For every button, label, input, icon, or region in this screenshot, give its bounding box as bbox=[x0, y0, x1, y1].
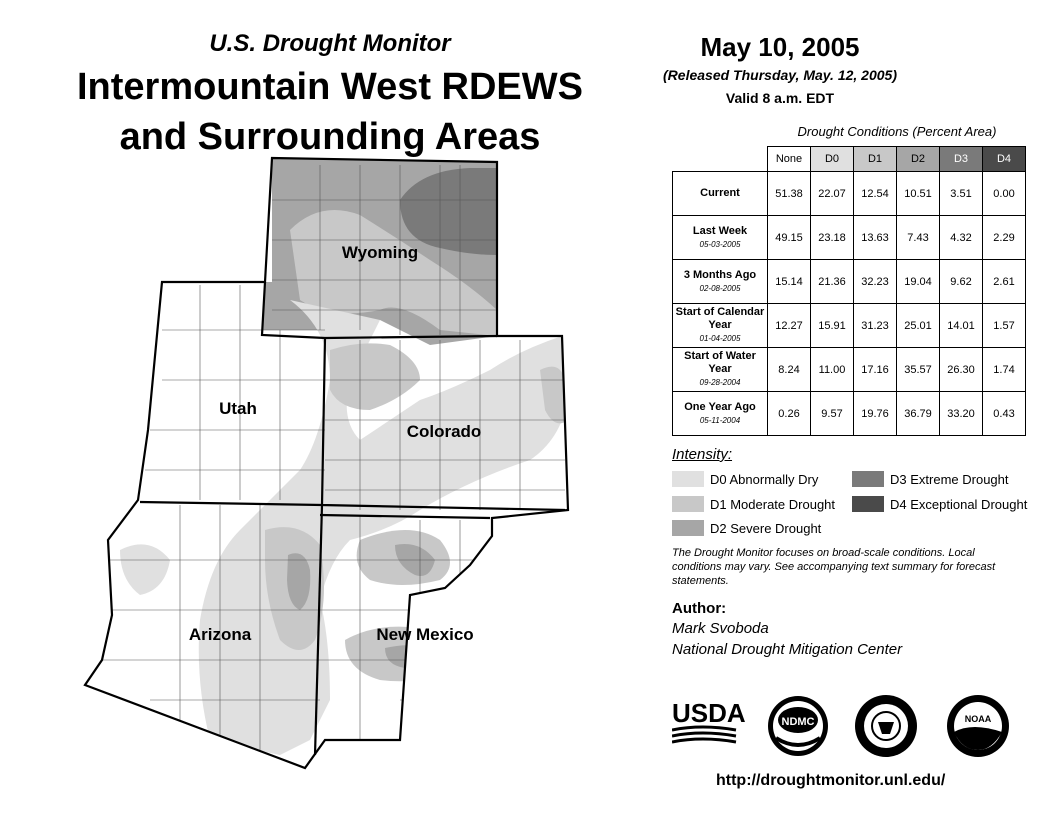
row-label-date: 05-03-2005 bbox=[699, 239, 741, 249]
disclaimer-note: The Drought Monitor focuses on broad-scale conditions. Local conditions may vary. See accompanying text summary for forecast statements. bbox=[672, 547, 996, 587]
column-header-d2: D2 bbox=[897, 147, 940, 172]
table-cell: 22.07 bbox=[811, 172, 854, 216]
drought-conditions-table bbox=[672, 146, 1026, 436]
table-row bbox=[673, 172, 1026, 216]
legend-item-d0 bbox=[672, 471, 818, 487]
table-row bbox=[673, 260, 1026, 304]
state-label-new-mexico: New Mexico bbox=[376, 625, 474, 644]
table-cell: 51.38 bbox=[768, 172, 811, 216]
legend-item-d4 bbox=[852, 496, 1027, 512]
column-header-d0: D0 bbox=[811, 147, 854, 172]
table-cell: 23.18 bbox=[811, 216, 854, 260]
table-cell: 15.14 bbox=[768, 260, 811, 304]
drought-map bbox=[0, 150, 660, 770]
table-caption: Drought Conditions (Percent Area) bbox=[797, 124, 997, 139]
row-label-date: 05-11-2004 bbox=[699, 415, 741, 425]
column-header-d3: D3 bbox=[940, 147, 983, 172]
noaa-logo bbox=[947, 695, 1009, 757]
table-cell: 10.51 bbox=[897, 172, 940, 216]
table-cell: 12.54 bbox=[854, 172, 897, 216]
table-row bbox=[673, 304, 1026, 348]
row-label-text: 3 Months Ago bbox=[683, 268, 757, 281]
valid-time: Valid 8 a.m. EDT bbox=[725, 90, 835, 106]
table-cell: 0.43 bbox=[983, 392, 1026, 436]
legend-label-d2: D2 Severe Drought bbox=[710, 520, 822, 536]
website-url[interactable]: http://droughtmonitor.unl.edu/ bbox=[716, 772, 946, 789]
table-cell: 31.23 bbox=[854, 304, 897, 348]
row-label-text: Start of Calendar Year bbox=[675, 306, 765, 331]
row-label-date: 02-08-2005 bbox=[699, 283, 741, 293]
table-cell: 12.27 bbox=[768, 304, 811, 348]
legend-item-d3 bbox=[852, 471, 1009, 487]
state-label-wyoming: Wyoming bbox=[341, 243, 419, 262]
table-cell: 2.29 bbox=[983, 216, 1026, 260]
legend-label-d4: D4 Exceptional Drought bbox=[890, 496, 1028, 512]
legend-swatch-d1 bbox=[672, 496, 704, 512]
table-cell: 9.62 bbox=[940, 260, 983, 304]
map-title-line1: Intermountain West RDEWS bbox=[77, 66, 583, 108]
table-cell: 17.16 bbox=[854, 348, 897, 392]
author-name: Mark Svoboda bbox=[672, 620, 769, 637]
row-label-text: Last Week bbox=[692, 224, 748, 237]
legend-heading: Intensity: bbox=[672, 446, 733, 463]
column-header-d1: D1 bbox=[854, 147, 897, 172]
table-row bbox=[673, 392, 1026, 436]
table-cell: 15.91 bbox=[811, 304, 854, 348]
commerce-seal bbox=[855, 695, 917, 757]
legend-label-d1: D1 Moderate Drought bbox=[710, 496, 836, 512]
table-cell: 3.51 bbox=[940, 172, 983, 216]
map-title-line2: and Surrounding Areas bbox=[119, 116, 541, 158]
table-row bbox=[673, 348, 1026, 392]
table-cell: 9.57 bbox=[811, 392, 854, 436]
ndmc-logo bbox=[768, 696, 828, 756]
table-cell: 35.57 bbox=[897, 348, 940, 392]
row-label bbox=[673, 392, 768, 436]
noaa-logo-text: NOAA bbox=[964, 714, 992, 724]
legend-swatch-d4 bbox=[852, 496, 884, 512]
author-organization: National Drought Mitigation Center bbox=[672, 641, 903, 658]
usda-logo-text: USDA bbox=[672, 698, 746, 728]
agency-logos bbox=[672, 692, 1022, 764]
table-cell: 32.23 bbox=[854, 260, 897, 304]
table-cell: 33.20 bbox=[940, 392, 983, 436]
state-label-colorado: Colorado bbox=[406, 422, 482, 441]
table-cell: 19.76 bbox=[854, 392, 897, 436]
column-header-none: None bbox=[768, 147, 811, 172]
table-cell: 1.74 bbox=[983, 348, 1026, 392]
legend-label-d0: D0 Abnormally Dry bbox=[710, 471, 819, 487]
row-label bbox=[673, 304, 768, 348]
table-cell: 26.30 bbox=[940, 348, 983, 392]
table-header-row bbox=[673, 147, 1026, 172]
table-cell: 2.61 bbox=[983, 260, 1026, 304]
row-label-date: 09-28-2004 bbox=[699, 378, 741, 387]
legend-item-d1 bbox=[672, 496, 835, 512]
table-cell: 8.24 bbox=[768, 348, 811, 392]
table-cell: 0.26 bbox=[768, 392, 811, 436]
release-date: (Released Thursday, May. 12, 2005) bbox=[663, 67, 897, 83]
legend-swatch-d0 bbox=[672, 471, 704, 487]
table-cell: 13.63 bbox=[854, 216, 897, 260]
row-label bbox=[673, 172, 768, 216]
map-subtitle: U.S. Drought Monitor bbox=[209, 30, 451, 57]
legend-label-d3: D3 Extreme Drought bbox=[890, 471, 1009, 487]
legend-swatch-d2 bbox=[672, 520, 704, 536]
column-header-d4: D4 bbox=[983, 147, 1026, 172]
row-label bbox=[673, 260, 768, 304]
row-label bbox=[673, 216, 768, 260]
table-cell: 36.79 bbox=[897, 392, 940, 436]
author-heading: Author: bbox=[672, 600, 727, 617]
map-date: May 10, 2005 bbox=[700, 32, 860, 62]
table-cell: 21.36 bbox=[811, 260, 854, 304]
table-cell: 4.32 bbox=[940, 216, 983, 260]
usda-logo bbox=[672, 698, 746, 742]
row-label-text: Start of Water Year bbox=[684, 350, 756, 375]
table-cell: 1.57 bbox=[983, 304, 1026, 348]
row-label-text: One Year Ago bbox=[684, 400, 756, 413]
legend-item-d2 bbox=[672, 520, 821, 536]
ndmc-logo-text: NDMC bbox=[781, 716, 815, 728]
row-label bbox=[673, 348, 768, 392]
table-corner bbox=[673, 147, 768, 172]
state-label-utah: Utah bbox=[219, 399, 257, 418]
table-cell: 49.15 bbox=[768, 216, 811, 260]
table-cell: 25.01 bbox=[897, 304, 940, 348]
row-label-date: 01-04-2005 bbox=[699, 334, 741, 343]
legend-swatch-d3 bbox=[852, 471, 884, 487]
table-cell: 11.00 bbox=[811, 348, 854, 392]
row-label-text: Current bbox=[700, 187, 740, 199]
table-cell: 19.04 bbox=[897, 260, 940, 304]
table-cell: 14.01 bbox=[940, 304, 983, 348]
table-cell: 0.00 bbox=[983, 172, 1026, 216]
table-row bbox=[673, 216, 1026, 260]
table-cell: 7.43 bbox=[897, 216, 940, 260]
state-label-arizona: Arizona bbox=[188, 625, 252, 644]
